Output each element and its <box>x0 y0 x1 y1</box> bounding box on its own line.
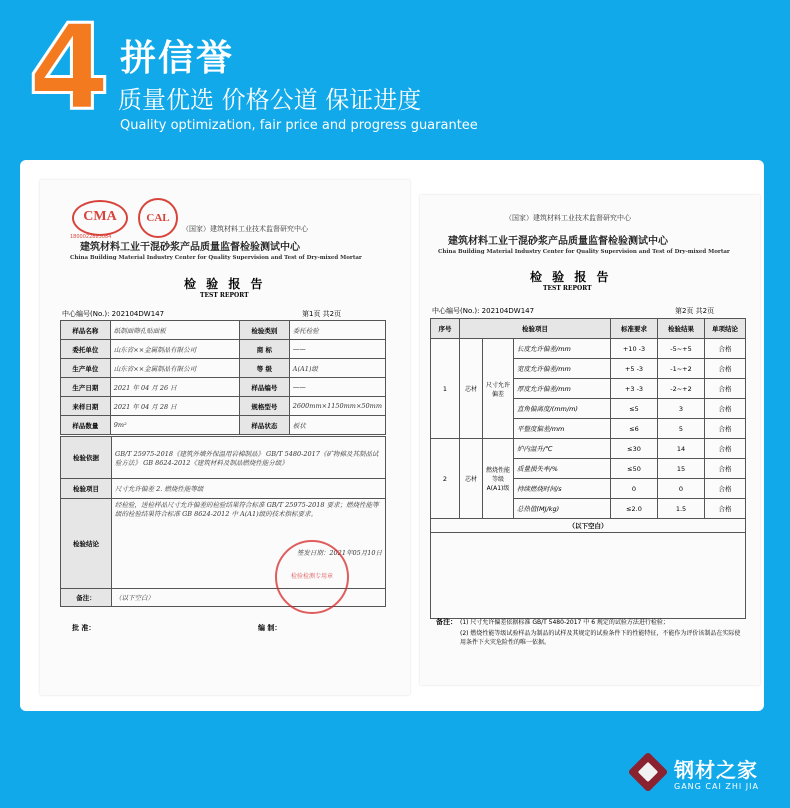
result-item: 平整度偏差/mm <box>514 419 611 439</box>
info-value: 山东省××金属制品有限公司 <box>110 359 239 378</box>
info-label: 来样日期 <box>61 397 111 416</box>
info-value: 委托检验 <box>289 321 385 340</box>
result-con: 合格 <box>705 419 746 439</box>
logo-text-cn: 钢材之家 <box>674 758 758 782</box>
approve-label: 批 准： <box>72 624 96 632</box>
info-label: 生产单位 <box>61 359 111 378</box>
doc2-title-en: TEST REPORT <box>543 285 592 292</box>
info-label: 规格型号 <box>239 397 289 416</box>
result-con: 合格 <box>705 499 746 519</box>
info-value: —— <box>289 340 385 359</box>
info-label: 样品数量 <box>61 416 111 435</box>
col-no: 序号 <box>431 319 460 339</box>
info-label: 商 标 <box>239 340 289 359</box>
result-req: ≤6 <box>611 419 658 439</box>
doc2-note2: (2) 燃烧性能等级试验样品为制品的试样及其规定的试验条件下的性能特征，不能作为评价该制品在实际使用条件下火灾危险性的唯一依据。 <box>460 630 741 646</box>
result-res: 1.5 <box>658 499 705 519</box>
info-row <box>61 340 386 359</box>
cal-logo: CAL <box>138 198 178 238</box>
doc2-org-small: （国家）建筑材料工业技术监督研究中心 <box>505 214 631 222</box>
issue-date: 签发日期：2021年05月10日 <box>296 549 382 557</box>
result-item: 宽度允许偏差/mm <box>514 359 611 379</box>
basis-label: 检验依据 <box>61 437 112 479</box>
info-label: 生产日期 <box>61 378 111 397</box>
result-item: 炉内温升/℃ <box>514 439 611 459</box>
result-row <box>431 439 746 459</box>
doc2-center-no: 中心编号(No.): 202104DW147 <box>432 307 535 315</box>
info-value: 纸制面筛孔贴面板 <box>110 321 239 340</box>
result-item: 质量损失率/% <box>514 459 611 479</box>
doc2-page: 第2页 共2页 <box>675 307 715 315</box>
col-res: 检验结果 <box>658 319 705 339</box>
info-label: 样品编号 <box>239 378 289 397</box>
result-req: +3 -3 <box>611 379 658 399</box>
info-label: 等 级 <box>239 359 289 378</box>
info-row <box>61 397 386 416</box>
result-res: 3 <box>658 399 705 419</box>
group-sub: 芯材 <box>460 439 483 519</box>
doc1-title: 检 验 报 告 <box>184 277 266 291</box>
result-req: ≤2.0 <box>611 499 658 519</box>
info-value: 2021 年 04 月 26 日 <box>110 378 239 397</box>
header-subtitle-en: Quality optimization, fair price and progress guarantee <box>120 118 478 133</box>
info-value: 9m² <box>110 416 239 435</box>
doc1-page: 第1页 共2页 <box>302 310 342 318</box>
group-label: 尺寸允许偏差 <box>483 339 514 439</box>
doc1-center-no: 中心编号(No.): 202104DW147 <box>62 310 165 318</box>
result-row <box>431 339 746 359</box>
logo-cube-icon <box>628 752 669 793</box>
group-number: 1 <box>431 339 460 439</box>
group-label: 燃烧性能等级 A(A1)级 <box>483 439 514 519</box>
conclusion-text: 经检验，送检样品尺寸允许偏差的检验结果符合标准 GB/T 25975-2018 要求；燃烧性能等级的检验结果符合标准 GB 8624-2012 中 A(A1)级的技术指标要求。 <box>115 501 379 518</box>
doc1-title-en: TEST REPORT <box>200 292 249 299</box>
result-res: 5 <box>658 419 705 439</box>
col-item: 检验项目 <box>460 319 611 339</box>
doc1-org-cn: 建筑材料工业干混砂浆产品质量监督检验测试中心 <box>80 242 300 253</box>
info-label: 委托单位 <box>61 340 111 359</box>
doc2-blank: （以下空白） <box>431 519 746 533</box>
items-value: 尺寸允许偏差 2. 燃烧性能等级 <box>112 479 386 499</box>
items-label: 检验项目 <box>61 479 112 499</box>
info-value: —— <box>289 378 385 397</box>
result-con: 合格 <box>705 359 746 379</box>
result-con: 合格 <box>705 399 746 419</box>
result-res: 0 <box>658 479 705 499</box>
header-subtitle: 质量优选 价格公道 保证进度 <box>118 86 422 114</box>
remarks-value: （以下空白） <box>112 589 386 607</box>
doc2-org-en: China Building Material Industry Center for Quality Supervision and Test of Dry-mixed Mortar <box>438 249 730 255</box>
header-title: 拼信誉 <box>120 38 235 79</box>
info-value: A(A1)级 <box>289 359 385 378</box>
result-req: ≤5 <box>611 399 658 419</box>
col-req: 标准要求 <box>611 319 658 339</box>
info-value: 2021 年 04 月 28 日 <box>110 397 239 416</box>
site-logo <box>630 752 780 800</box>
info-label: 样品名称 <box>61 321 111 340</box>
info-row <box>61 359 386 378</box>
info-label: 样品状态 <box>239 416 289 435</box>
result-req: +5 -3 <box>611 359 658 379</box>
result-res: 14 <box>658 439 705 459</box>
result-con: 合格 <box>705 479 746 499</box>
result-res: -2~+2 <box>658 379 705 399</box>
result-item: 直角偏离度/(mm/m) <box>514 399 611 419</box>
result-item: 总热值(MJ/kg) <box>514 499 611 519</box>
result-con: 合格 <box>705 439 746 459</box>
info-value: 2600mm×1150mm×50mm <box>289 397 385 416</box>
edit-label: 编 制： <box>258 624 282 632</box>
basis-value: GB/T 25975-2018《建筑外墙外保温用岩棉制品》 GB/T 5480-2017《矿物棉及其制品试验方法》 GB 8624-2012《建筑材料及制品燃烧性能分级》 <box>112 437 386 479</box>
result-req: +10 -3 <box>611 339 658 359</box>
group-number: 2 <box>431 439 460 519</box>
result-con: 合格 <box>705 459 746 479</box>
header-banner <box>0 0 790 150</box>
conclusion-label: 检验结论 <box>61 499 112 589</box>
doc1-org-small: （国家）建筑材料工业技术监督研究中心 <box>182 225 308 233</box>
cma-code: 1800022883084 <box>70 234 112 240</box>
result-item: 持续燃烧时间/s <box>514 479 611 499</box>
doc1-org-en: China Building Material Industry Center for Quality Supervision and Test of Dry-mixed Mortar <box>70 255 362 261</box>
result-item: 厚度允许偏差/mm <box>514 379 611 399</box>
official-seal: 检验检测专用章 <box>275 540 349 614</box>
result-res: 15 <box>658 459 705 479</box>
result-req: 0 <box>611 479 658 499</box>
info-row <box>61 321 386 340</box>
cma-logo: CMA <box>72 200 128 236</box>
step-number: 4 <box>28 0 111 136</box>
group-sub: 芯材 <box>460 339 483 439</box>
result-res: -1~+2 <box>658 359 705 379</box>
doc1-info-table <box>60 320 386 435</box>
doc2-org-cn: 建筑材料工业干混砂浆产品质量监督检验测试中心 <box>448 236 668 247</box>
col-con: 单项结论 <box>705 319 746 339</box>
info-value: 山东省××金属制品有限公司 <box>110 340 239 359</box>
result-con: 合格 <box>705 339 746 359</box>
result-item: 长度允许偏差/mm <box>514 339 611 359</box>
result-req: ≤50 <box>611 459 658 479</box>
result-req: ≤30 <box>611 439 658 459</box>
result-res: -5~+5 <box>658 339 705 359</box>
doc2-note1: (1) 尺寸允许偏差依据标准 GB/T 5480-2017 中 6 规定的试验方法进行检验； <box>460 619 669 626</box>
info-row <box>61 416 386 435</box>
info-value: 板状 <box>289 416 385 435</box>
doc2-results-table <box>430 318 746 619</box>
remarks-label: 备注： <box>61 589 112 607</box>
result-con: 合格 <box>705 379 746 399</box>
logo-text-en: GANG CAI ZHI JIA <box>674 782 759 791</box>
info-row <box>61 378 386 397</box>
doc2-notes-label: 备注： <box>436 618 457 626</box>
doc2-title: 检 验 报 告 <box>530 270 612 284</box>
info-label: 检验类别 <box>239 321 289 340</box>
